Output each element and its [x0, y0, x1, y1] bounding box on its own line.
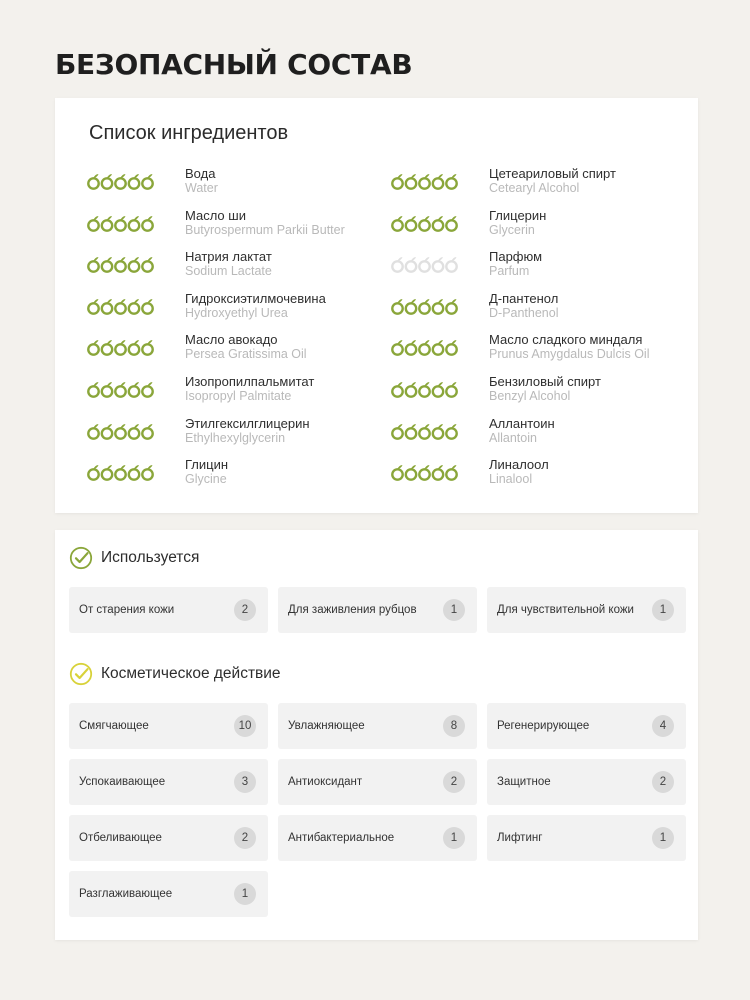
- ingredient-item: [391, 332, 691, 374]
- safety-rating-icon: [87, 338, 157, 356]
- ingredient-text: [185, 457, 228, 487]
- ingredient-latin-name: Linalool: [489, 472, 533, 487]
- ingredient-latin-name: Water: [185, 181, 218, 195]
- ingredient-latin-name: Hydroxyethyl Urea: [185, 305, 288, 320]
- effects-section-title: Косметическое действие: [101, 665, 281, 682]
- chip-label: Смягчающее: [79, 720, 149, 732]
- safety-rating-icon: [391, 463, 461, 481]
- count-badge: 1: [443, 827, 465, 849]
- ingredient-name: Аллантоин: [489, 415, 555, 431]
- chip-label: От старения кожи: [79, 604, 175, 616]
- ingredient-item: [87, 332, 387, 374]
- safety-rating-icon: [87, 463, 157, 481]
- effects-chip[interactable]: [278, 815, 477, 861]
- ingredient-name: Масло авокадо: [185, 332, 278, 348]
- ingredients-left-column: [87, 166, 387, 499]
- ingredient-latin-name: Allantoin: [489, 430, 537, 445]
- ingredient-name: Линалоол: [489, 457, 549, 473]
- ingredient-name: Этилгексилглицерин: [185, 415, 310, 431]
- usage-card: [55, 530, 698, 940]
- effects-chip[interactable]: [278, 759, 477, 805]
- safety-rating-icon: [87, 422, 157, 440]
- chip-label: Регенерирующее: [497, 720, 590, 732]
- ingredient-text: [185, 249, 272, 279]
- ingredient-text: [489, 291, 559, 321]
- ingredient-name: Д-пантенол: [489, 290, 559, 306]
- ingredient-latin-name: Parfum: [489, 264, 530, 279]
- ingredient-latin-name: Sodium Lactate: [185, 264, 272, 279]
- safety-rating-icon: [391, 297, 461, 315]
- chip-label: Отбеливающее: [79, 832, 162, 844]
- ingredient-item: [87, 208, 387, 250]
- safety-rating-icon: [87, 255, 157, 273]
- ingredient-name: Парфюм: [489, 249, 543, 265]
- effects-chip[interactable]: [487, 759, 686, 805]
- count-badge: 2: [234, 827, 256, 849]
- safety-rating-icon: [391, 380, 461, 398]
- ingredient-text: [185, 332, 307, 362]
- ingredient-text: [489, 374, 601, 404]
- ingredient-item: [87, 416, 387, 458]
- chip-label: Разглаживающее: [79, 888, 173, 900]
- ingredient-item: [391, 291, 691, 333]
- page-title: БЕЗОПАСНЫЙ СОСТАВ: [55, 48, 413, 81]
- ingredient-latin-name: Benzyl Alcohol: [489, 388, 571, 403]
- usage-chip[interactable]: [278, 587, 477, 633]
- ingredient-item: [87, 457, 387, 499]
- ingredient-text: [489, 332, 649, 362]
- safety-rating-icon: [87, 380, 157, 398]
- ingredient-item: [391, 208, 691, 250]
- ingredient-name: Вода: [185, 166, 216, 181]
- effects-chip[interactable]: [69, 815, 268, 861]
- ingredient-item: [391, 249, 691, 291]
- safety-rating-icon: [391, 172, 461, 190]
- chip-label: Антибактериальное: [288, 832, 395, 844]
- count-badge: 2: [234, 599, 256, 621]
- usage-chip[interactable]: [487, 587, 686, 633]
- chip-label: Антиоксидант: [288, 776, 363, 788]
- ingredient-item: [391, 374, 691, 416]
- ingredients-card: [55, 98, 698, 513]
- chip-label: Для чувствительной кожи: [497, 604, 634, 616]
- chip-label: Лифтинг: [497, 832, 543, 844]
- count-badge: 8: [443, 715, 465, 737]
- chip-label: Успокаивающее: [79, 776, 166, 788]
- effects-chip[interactable]: [278, 703, 477, 749]
- ingredient-latin-name: Isopropyl Palmitate: [185, 388, 292, 403]
- ingredient-latin-name: Butyrospermum Parkii Butter: [185, 222, 345, 237]
- ingredient-name: Масло ши: [185, 207, 246, 223]
- check-circle-icon: [69, 662, 93, 686]
- ingredient-text: [185, 166, 218, 196]
- ingredient-name: Глицерин: [489, 207, 547, 223]
- effects-chip[interactable]: [69, 703, 268, 749]
- check-circle-icon: [69, 546, 93, 570]
- effects-chip[interactable]: [487, 703, 686, 749]
- count-badge: 2: [652, 771, 674, 793]
- usage-section-title: Используется: [101, 549, 200, 566]
- count-badge: 1: [234, 883, 256, 905]
- ingredient-latin-name: Cetearyl Alcohol: [489, 181, 580, 195]
- count-badge: 1: [652, 599, 674, 621]
- ingredient-name: Масло сладкого миндаля: [489, 332, 643, 348]
- ingredient-text: [489, 457, 549, 487]
- ingredient-name: Натрия лактат: [185, 249, 272, 265]
- ingredient-item: [391, 416, 691, 458]
- ingredient-latin-name: Persea Gratissima Oil: [185, 347, 307, 362]
- ingredient-text: [185, 208, 345, 238]
- safety-rating-icon: [391, 255, 461, 273]
- ingredient-latin-name: Glycerin: [489, 222, 535, 237]
- ingredient-item: [87, 166, 387, 208]
- ingredient-text: [489, 208, 546, 238]
- ingredient-latin-name: Glycine: [185, 472, 227, 487]
- count-badge: 4: [652, 715, 674, 737]
- effects-chip[interactable]: [69, 871, 268, 917]
- ingredient-text: [185, 416, 310, 446]
- safety-rating-icon: [87, 172, 157, 190]
- safety-rating-icon: [87, 214, 157, 232]
- ingredient-item: [87, 249, 387, 291]
- ingredient-item: [391, 457, 691, 499]
- chip-label: Увлажняющее: [288, 720, 365, 732]
- ingredient-text: [185, 374, 314, 404]
- safety-rating-icon: [391, 422, 461, 440]
- ingredient-text: [489, 416, 555, 446]
- ingredient-item: [87, 291, 387, 333]
- usage-chip[interactable]: [69, 587, 268, 633]
- count-badge: 1: [443, 599, 465, 621]
- safety-rating-icon: [391, 214, 461, 232]
- ingredient-latin-name: Ethylhexylglycerin: [185, 430, 286, 445]
- ingredients-right-column: [391, 166, 691, 499]
- ingredients-title: Список ингредиентов: [89, 122, 289, 144]
- ingredient-item: [87, 374, 387, 416]
- ingredient-text: [489, 166, 616, 196]
- count-badge: 10: [234, 715, 256, 737]
- ingredient-name: Цетеариловый спирт: [489, 166, 616, 181]
- effects-chip[interactable]: [487, 815, 686, 861]
- count-badge: 1: [652, 827, 674, 849]
- safety-rating-icon: [391, 338, 461, 356]
- ingredient-name: Гидроксиэтилмочевина: [185, 290, 326, 306]
- chip-label: Защитное: [497, 776, 551, 788]
- usage-section-header: [69, 545, 199, 571]
- count-badge: 3: [234, 771, 256, 793]
- ingredient-name: Бензиловый спирт: [489, 373, 601, 389]
- count-badge: 2: [443, 771, 465, 793]
- effects-chip[interactable]: [69, 759, 268, 805]
- ingredient-item: [391, 166, 691, 208]
- ingredient-name: Глицин: [185, 457, 229, 473]
- ingredient-text: [185, 291, 326, 321]
- safety-rating-icon: [87, 297, 157, 315]
- effects-section-header: [69, 661, 281, 687]
- ingredient-name: Изопропилпальмитат: [185, 373, 315, 389]
- ingredient-latin-name: D-Panthenol: [489, 305, 559, 320]
- chip-label: Для заживления рубцов: [288, 604, 417, 616]
- ingredient-text: [489, 249, 542, 279]
- ingredient-latin-name: Prunus Amygdalus Dulcis Oil: [489, 347, 650, 362]
